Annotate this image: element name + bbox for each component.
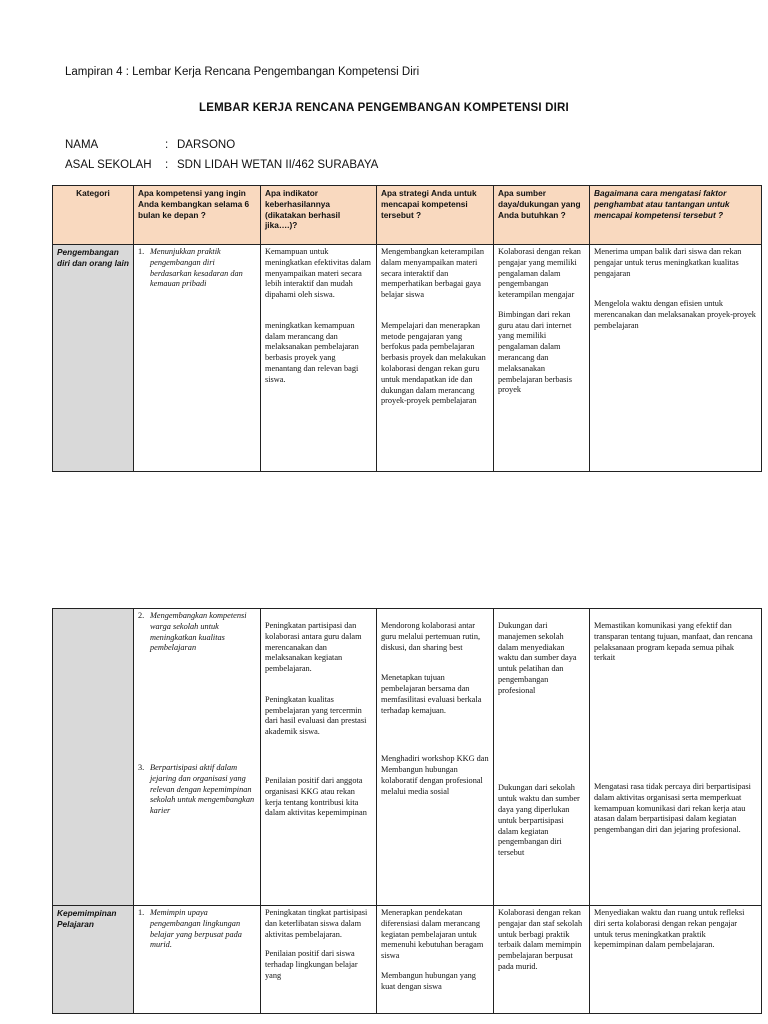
header-cara: Bagaimana cara mengatasi faktor penghambat atau tantangan untuk mencapai kompetensi tersebut ? bbox=[590, 186, 762, 245]
indikator-cell bbox=[261, 245, 377, 472]
kompetensi-text: Menunjukkan praktik pengembangan diri berdasarkan kesadaran dan kemauan pribadi bbox=[150, 247, 243, 289]
cara-text: Menyediakan waktu dan ruang untuk refleksi diri serta kolaborasi dengan rekan pengajar untuk terus meningkatkan praktik kepemimpinan dalam pembelajaran. bbox=[594, 908, 745, 950]
sekolah-label: ASAL SEKOLAH bbox=[65, 159, 152, 171]
category-cell: Pengembangan diri dan orang lain bbox=[53, 245, 134, 472]
plan-table-page-2 bbox=[52, 608, 762, 1014]
cara-cell bbox=[590, 609, 762, 906]
cara-cell bbox=[590, 245, 762, 472]
table-row bbox=[53, 609, 762, 906]
cara-text: Menerima umpan balik dari siswa dan rekan pengajar untuk terus meningkatkan kualitas pengajaran bbox=[594, 247, 742, 278]
kompetensi-number: 3. bbox=[138, 763, 145, 773]
sumber-text: Bimbingan dari rekan guru atau dari internet yang memiliki pengalaman dalam merancang dan melaksanakan pembelajaran berbasis proyek bbox=[498, 309, 572, 395]
sekolah-separator: : bbox=[165, 159, 169, 171]
kompetensi-text: Mengembangkan kompetensi warga sekolah untuk meningkatkan kualitas pembelajaran bbox=[150, 611, 247, 653]
plan-table-page-1 bbox=[52, 185, 762, 472]
indikator-text: Penilaian positif dari siswa terhadap lingkungan belajar yang bbox=[265, 949, 358, 980]
sumber-cell bbox=[494, 906, 590, 1014]
kompetensi-number: 2. bbox=[138, 611, 145, 620]
indikator-text: Kemampuan untuk meningkatkan efektivitas dalam menyampaikan materi secara lebih interaktif dan mudah dipahami oleh siswa. bbox=[265, 247, 371, 300]
header-sumber: Apa sumber daya/dukungan yang Anda butuhkan ? bbox=[494, 186, 590, 245]
strategi-cell bbox=[377, 609, 494, 906]
strategi-text: Menetapkan tujuan pembelajaran bersama dan memfasilitasi evaluasi berkala terhadap kemajuan. bbox=[381, 673, 482, 715]
kompetensi-cell bbox=[134, 609, 261, 906]
sumber-text: Kolaborasi dengan rekan pengajar dan staf sekolah untuk berbagi praktik terbaik dalam memimpin pembelajaran berpusat pada murid. bbox=[498, 908, 583, 971]
kompetensi-cell bbox=[134, 245, 261, 472]
header-indikator: Apa indikator keberhasilannya (dikatakan berhasil jika….)? bbox=[261, 186, 377, 245]
sumber-cell bbox=[494, 245, 590, 472]
sumber-text: Kolaborasi dengan rekan pengajar yang memiliki pengalaman dalam pengembangan keterampilan mengajar bbox=[498, 247, 581, 300]
cara-text: Memastikan komunikasi yang efektif dan transparan tentang tujuan, manfaat, dan rencana pelaksanaan program kepada semua pihak terkait bbox=[594, 621, 753, 663]
table-row bbox=[53, 245, 762, 472]
sumber-text: Dukungan dari sekolah untuk waktu dan sumber daya yang diperlukan untuk berpartisipasi dalam kegiatan pengembangan diri tersebut bbox=[498, 783, 580, 858]
indikator-text: Peningkatan tingkat partisipasi dan keterlibatan siswa dalam aktivitas pembelajaran. bbox=[265, 908, 368, 939]
strategi-text: Mendorong kolaborasi antar guru melalui pertemuan rutin, diskusi, dan sharing best bbox=[381, 621, 481, 652]
sumber-text: Dukungan dari manajemen sekolah dalam menyediakan waktu dan sumber daya untuk pelatihan dan pengembangan profesional bbox=[498, 621, 577, 695]
nama-separator: : bbox=[165, 139, 169, 151]
category-cell: Kepemimpinan Pelajaran bbox=[53, 906, 134, 1014]
header-kategori: Kategori bbox=[53, 186, 134, 245]
indikator-text: Penilaian positif dari anggota organisasi KKG atau rekan kerja tentang kontribusi kita dalam aktivitas kepemimpinan bbox=[265, 776, 367, 818]
lampiran-caption: Lampiran 4 : Lembar Kerja Rencana Pengembangan Kompetensi Diri bbox=[65, 66, 420, 78]
sekolah-line bbox=[65, 159, 378, 171]
header-strategi: Apa strategi Anda untuk mencapai kompetensi tersebut ? bbox=[377, 186, 494, 245]
header-kompetensi: Apa kompetensi yang ingin Anda kembangkan selama 6 bulan ke depan ? bbox=[134, 186, 261, 245]
indikator-cell bbox=[261, 609, 377, 906]
kompetensi-number: 1. bbox=[138, 247, 145, 256]
strategi-text: Mempelajari dan menerapkan metode pengajaran yang berfokus pada pembelajaran berbasis proyek dan melakukan kolaborasi dengan rekan guru untuk mendapatkan ide dan dukungan dalam merancang proyek-proyek pembelajaran bbox=[381, 320, 486, 406]
kompetensi-text: Memimpin upaya pengembangan lingkungan belajar yang berpusat pada murid. bbox=[150, 908, 242, 950]
strategi-cell bbox=[377, 906, 494, 1014]
strategi-cell bbox=[377, 245, 494, 472]
cara-cell bbox=[590, 906, 762, 1014]
strategi-text: Mengembangkan keterampilan dalam menyampaikan materi secara interaktif dan memperhatikan berbagai gaya belajar siswa bbox=[381, 247, 484, 300]
cara-text: Mengatasi rasa tidak percaya diri berpartisipasi dalam aktivitas organisasi serta memperkuat kemampuan komunikasi dari rekan kerja atau atasan dalam berpartisipasi dalam kegiatan pengembangan diri dan jejaring profesional. bbox=[594, 782, 751, 835]
kompetensi-text: Berpartisipasi aktif dalam jejaring dan organisasi yang relevan dengan kepemimpinan sekolah untuk mengembangkan karier bbox=[150, 763, 255, 816]
kompetensi-cell bbox=[134, 906, 261, 1014]
nama-value: DARSONO bbox=[177, 139, 236, 151]
indikator-text: Peningkatan partisipasi dan kolaborasi antara guru dalam merencanakan dan melaksanakan kegiatan pembelajaran. bbox=[265, 621, 362, 674]
nama-label: NAMA bbox=[65, 139, 99, 151]
table-header-row bbox=[53, 186, 762, 245]
sumber-cell bbox=[494, 609, 590, 906]
table-row bbox=[53, 906, 762, 1014]
indikator-cell bbox=[261, 906, 377, 1014]
sekolah-value: SDN LIDAH WETAN II/462 SURABAYA bbox=[177, 159, 379, 171]
category-cell bbox=[53, 609, 134, 906]
strategi-text: Menerapkan pendekatan diferensiasi dalam merancang kegiatan pembelajaran untuk memenuhi kebutuhan beragam siswa bbox=[381, 908, 484, 961]
strategi-text: Membangun hubungan yang kuat dengan siswa bbox=[381, 970, 476, 991]
indikator-text: meningkatkan kemampuan dalam merancang dan melaksanakan pembelajaran berbasis proyek yang menantang dan relevan bagi siswa. bbox=[265, 320, 359, 384]
page-title: LEMBAR KERJA RENCANA PENGEMBANGAN KOMPETENSI DIRI bbox=[199, 102, 569, 114]
kompetensi-number: 1. bbox=[138, 908, 145, 917]
nama-line bbox=[65, 139, 235, 151]
cara-text: Mengelola waktu dengan efisien untuk merencanakan dan melaksanakan proyek-proyek pembelajaran bbox=[594, 299, 756, 330]
strategi-text: Menghadiri workshop KKG dan Membangun hubungan kolaboratif dengan profesional melalui media sosial bbox=[381, 754, 489, 796]
indikator-text: Peningkatan kualitas pembelajaran yang tercermin dari hasil evaluasi dan prestasi akademik siswa. bbox=[265, 694, 367, 737]
